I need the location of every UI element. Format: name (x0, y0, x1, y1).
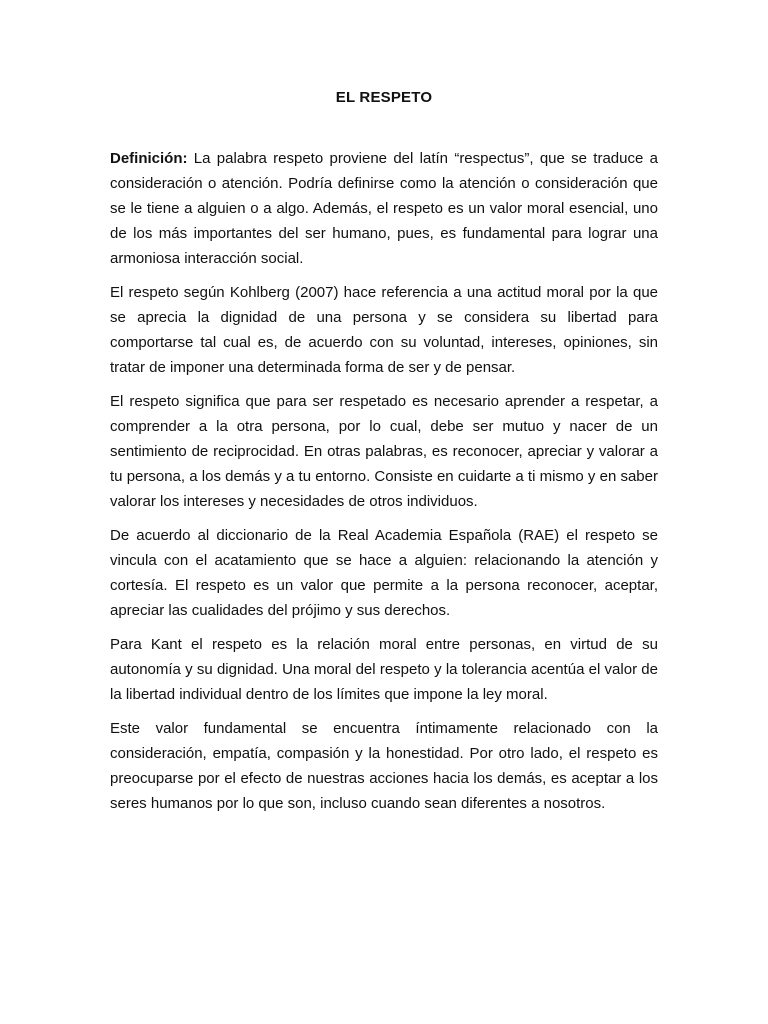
paragraph-text: Este valor fundamental se encuentra íntimamente relacionado con la consideración, empatía, compasión y la honestidad. Por otro lado, el respeto es preocuparse por el efecto de nuestras acciones hacia los demás, es aceptar a los seres humanos por lo que son, incluso cuando sean diferentes a nosotros. (110, 720, 658, 812)
paragraph-kohlberg (110, 280, 658, 380)
paragraph-rae (110, 523, 658, 623)
document-page (110, 88, 658, 825)
paragraph-definition (110, 146, 658, 271)
paragraph-text: El respeto significa que para ser respetado es necesario aprender a respetar, a comprender a la otra persona, por lo cual, debe ser mutuo y nacer de un sentimiento de reciprocidad. En otras palabras, es reconocer, apreciar y valorar a tu persona, a los demás y a tu entorno. Consiste en cuidarte a ti mismo y en saber valorar los intereses y necesidades de otros individuos. (110, 393, 658, 510)
paragraph-kant (110, 632, 658, 707)
paragraph-text: Para Kant el respeto es la relación moral entre personas, en virtud de su autonomía y su dignidad. Una moral del respeto y la tolerancia acentúa el valor de la libertad individual dentro de los límites que impone la ley moral. (110, 636, 658, 703)
definition-label: Definición: (110, 150, 188, 167)
paragraph-text: La palabra respeto proviene del latín “respectus”, que se traduce a consideración o atención. Podría definirse como la atención o consideración que se le tiene a alguien o a algo. Además, el respeto es un valor moral esencial, uno de los más importantes del ser humano, pues, es fundamental para lograr una armoniosa interacción social. (110, 150, 658, 267)
paragraph-text: El respeto según Kohlberg (2007) hace referencia a una actitud moral por la que se aprecia la dignidad de una persona y se considera su libertad para comportarse tal cual es, de acuerdo con su voluntad, intereses, opiniones, sin tratar de imponer una determinada forma de ser y de pensar. (110, 284, 658, 376)
paragraph-fundamental-value (110, 716, 658, 816)
paragraph-text: De acuerdo al diccionario de la Real Academia Española (RAE) el respeto se vincula con el acatamiento que se hace a alguien: relacionando la atención y cortesía. El respeto es un valor que permite a la persona reconocer, aceptar, apreciar las cualidades del prójimo y sus derechos. (110, 527, 658, 619)
document-title: EL RESPETO (335, 89, 433, 106)
paragraph-reciprocity (110, 389, 658, 514)
